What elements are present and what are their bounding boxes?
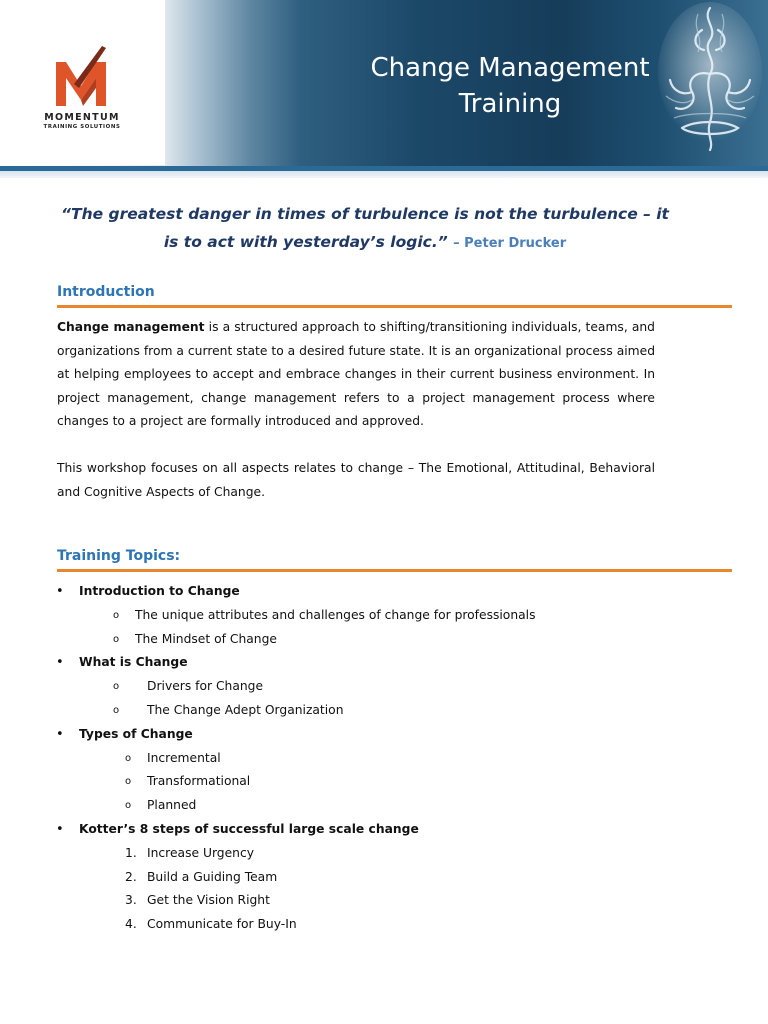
bullet-icon: • — [56, 726, 64, 742]
logo-panel — [0, 0, 165, 165]
subtopic: Communicate for Buy-In — [147, 917, 297, 932]
list-item — [0, 866, 768, 890]
subtopic: Drivers for Change — [147, 679, 264, 694]
subtopic: Increase Urgency — [147, 845, 254, 860]
list-item — [0, 794, 768, 818]
page-title — [340, 50, 680, 122]
topic-title: What is Change — [79, 655, 188, 670]
workshop-paragraph: This workshop focuses on all aspects relates to change – The Emotional, Attitudinal, Behavioral and Cognitive Aspects of Change. — [57, 461, 655, 499]
header-rule-shadow — [0, 171, 768, 178]
circle-bullet-icon: o — [125, 752, 132, 764]
list-item — [0, 699, 768, 723]
circle-bullet-icon: o — [125, 776, 132, 788]
introduction-heading: Introduction — [57, 284, 732, 308]
training-topics-heading: Training Topics: — [57, 548, 732, 572]
subtopic: The Change Adept Organization — [147, 702, 344, 717]
subtopic: Transformational — [147, 774, 251, 789]
page-title-line2: Training — [458, 89, 562, 119]
subtopic: The Mindset of Change — [135, 631, 277, 646]
subtopic: Incremental — [147, 750, 221, 765]
list-item — [0, 889, 768, 913]
introduction-body: is a structured approach to shifting/transitioning individuals, teams, and organizations from a current state to a desired future state. It is an organizational process aimed at helping employees to accept and embrace changes in their current business environment. In project management, change management refers to a project management process where changes to a project are formally introduced and approved. — [57, 320, 655, 428]
list-item — [0, 842, 768, 866]
logo-secondary-text: TRAINING SOLUTIONS — [43, 124, 121, 130]
circle-bullet-icon: o — [125, 800, 132, 812]
topic-title: Introduction to Change — [79, 584, 240, 598]
training-topics-list — [0, 580, 768, 937]
topic-title: Types of Change — [79, 726, 193, 741]
smoke-figure-icon — [652, 0, 768, 160]
logo-primary-text: MOMENTUM — [44, 112, 120, 123]
quote-line1: “The greatest danger in times of turbulence is not the turbulence – it — [61, 205, 669, 223]
step-number: 4. — [125, 917, 137, 932]
list-item — [0, 818, 768, 842]
list-item — [0, 913, 768, 937]
bullet-icon: • — [56, 655, 64, 671]
subtopic: Build a Guiding Team — [147, 869, 278, 884]
subtopic: The unique attributes and challenges of change for professionals — [135, 607, 536, 622]
list-item — [0, 580, 768, 604]
step-number: 1. — [125, 845, 137, 860]
list-item — [0, 747, 768, 771]
circle-bullet-icon: o — [113, 633, 120, 645]
circle-bullet-icon: o — [113, 609, 120, 621]
topic-title: Kotter’s 8 steps of successful large scale change — [79, 821, 419, 836]
list-item — [0, 723, 768, 747]
quote-author: – Peter Drucker — [453, 236, 567, 251]
step-number: 2. — [125, 869, 137, 884]
list-item — [0, 770, 768, 794]
header-banner — [0, 0, 768, 168]
momentum-logo-icon — [52, 44, 110, 110]
page-title-line1: Change Management — [370, 53, 650, 83]
bullet-icon: • — [56, 584, 64, 599]
quote-line2: is to act with yesterday’s logic.” — [163, 233, 448, 251]
bullet-icon: • — [56, 821, 64, 837]
introduction-paragraph — [57, 316, 655, 434]
list-item — [0, 651, 768, 675]
introduction-lead: Change management — [57, 320, 205, 334]
step-number: 3. — [125, 893, 137, 908]
circle-bullet-icon: o — [113, 681, 120, 693]
subtopic: Get the Vision Right — [147, 893, 270, 908]
opening-quote — [40, 200, 690, 258]
list-item — [0, 675, 768, 699]
circle-bullet-icon: o — [113, 704, 120, 716]
subtopic: Planned — [147, 798, 197, 813]
list-item — [0, 628, 768, 652]
list-item — [0, 604, 768, 628]
quote-line2-wrap — [40, 228, 690, 258]
